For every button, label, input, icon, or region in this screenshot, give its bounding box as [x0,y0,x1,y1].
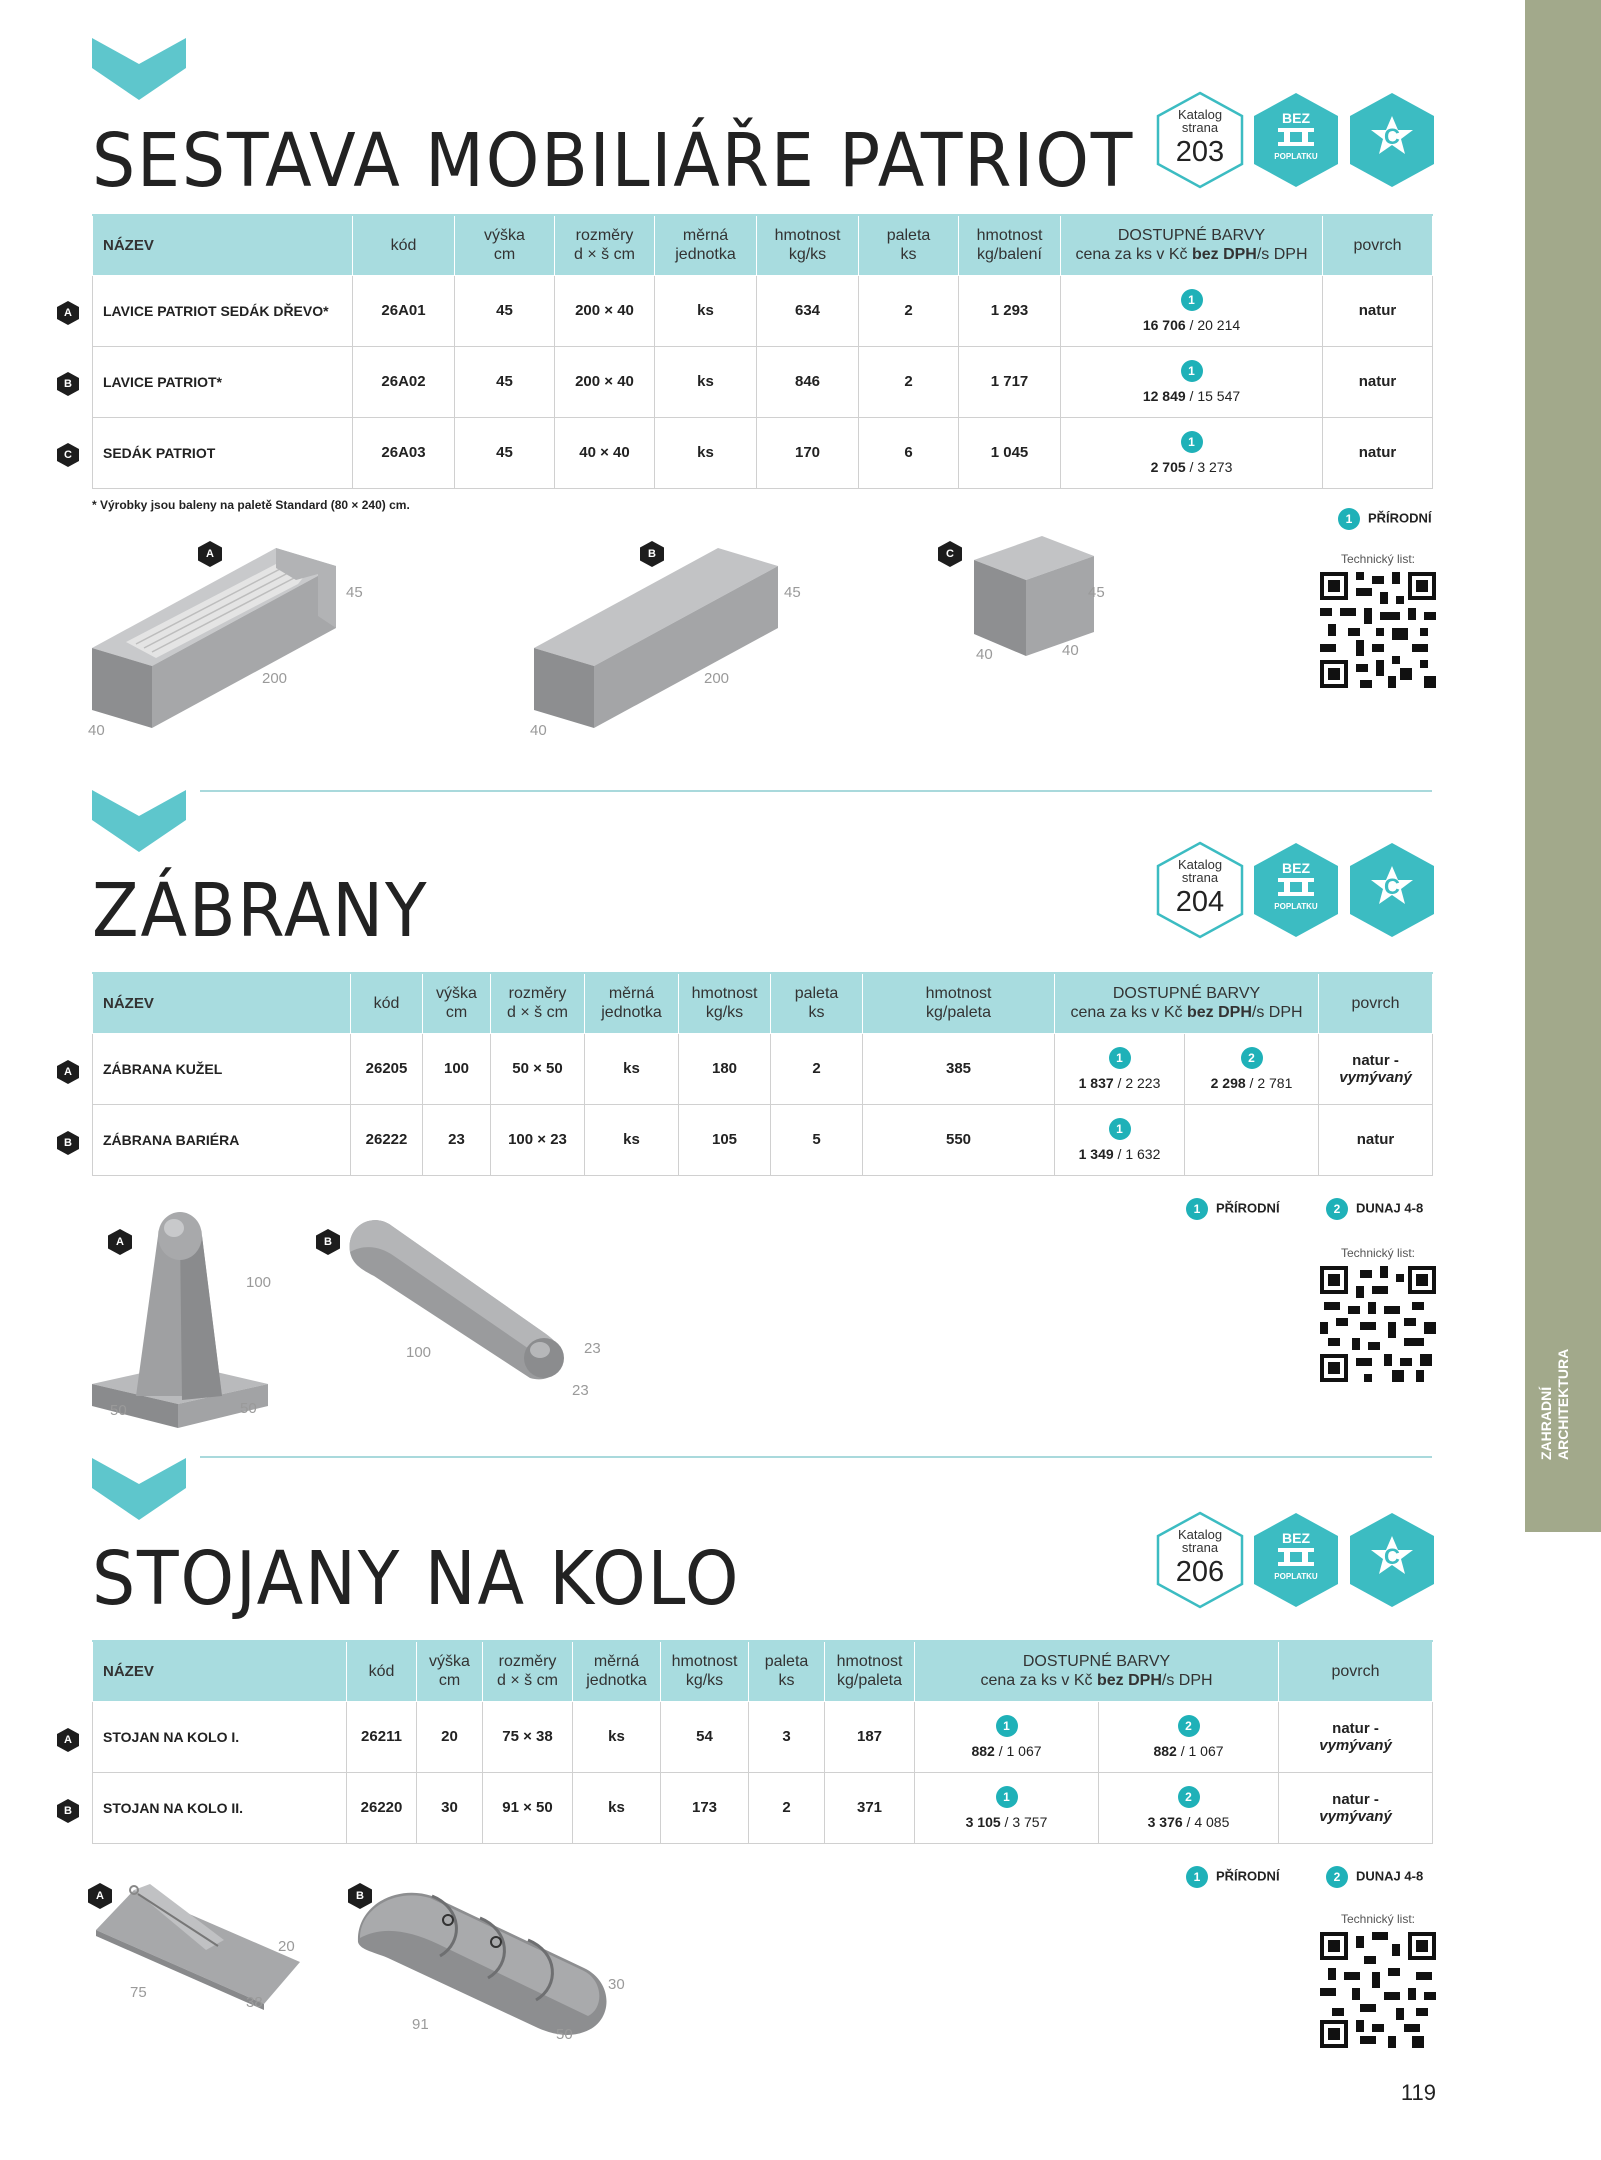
class-c-badge: C [1344,840,1440,940]
row-marker: A [55,1727,81,1753]
chevron-down-icon [92,1458,186,1520]
color-dot: 1 [996,1786,1018,1808]
tech-sheet-label: Technický list: [1340,1246,1416,1260]
bike-stand-2-image [352,1882,612,2042]
color-legend: 1 PŘÍRODNÍ [1338,508,1432,530]
qr-code-icon[interactable] [1320,572,1436,688]
section-divider [200,790,1432,792]
color-dot: 2 [1241,1047,1263,1069]
row-marker: A [55,300,81,326]
badge-group [1152,90,1442,190]
product-table-bike-stands [92,1640,1433,1844]
sidebar-tab [1525,0,1601,1532]
color-legend: 1 PŘÍRODNÍ [1186,1198,1280,1220]
table-header-row: NÁZEV kód výška cm rozměry d × š cm měrná jednotka hmotnost kg/ks paleta ks hmotnost kg/paleta DOSTUPNÉ BARVY cena za ks v Kč bez DPH/s DPH povrch [93,1641,1433,1701]
table-row: LAVICE PATRIOT* 26A02 45 200 × 40 ks 846 2 1 717 1 12 849 / 15 547 natur [93,346,1433,417]
product-table-patriot [92,214,1433,489]
product-marker: A [106,1228,134,1256]
color-legend: 1 PŘÍRODNÍ [1186,1866,1280,1888]
color-dot: 1 [996,1715,1018,1737]
row-marker: C [55,442,81,468]
class-c-badge: C [1344,1510,1440,1610]
table-row: ZÁBRANA BARIÉRA 26222 23 100 × 23 ks 105 5 550 1 1 349 / 1 632 natur [93,1104,1433,1175]
color-dot: 1 [1181,431,1203,453]
product-marker: B [638,540,666,568]
chevron-down-icon [92,790,186,852]
product-table-barriers [92,972,1433,1176]
product-marker: A [196,540,224,568]
page-number: 119 [1400,2080,1436,2105]
product-marker: B [314,1228,342,1256]
bench-wood-image [86,548,346,728]
catalog-page-badge: Katalog strana 204 [1152,840,1248,940]
row-marker: B [55,1798,81,1824]
sidebar-label: ZAHRADNÍ ARCHITEKTURA [1538,1348,1571,1460]
class-c-badge: C [1344,90,1440,190]
section-title: ZÁBRANY [92,868,429,954]
section-title: STOJANY NA KOLO [92,1536,741,1622]
bench-image [528,548,788,728]
table-row: SEDÁK PATRIOT 26A03 45 40 × 40 ks 170 6 1 045 1 2 705 / 3 273 natur [93,417,1433,488]
badge-group [1152,1510,1442,1610]
color-dot: 1 [1181,289,1203,311]
row-marker: A [55,1059,81,1085]
tech-sheet-label: Technický list: [1340,1912,1416,1926]
no-fee-badge: BEZ POPLATKU [1248,840,1344,940]
table-row: STOJAN NA KOLO II. 26220 30 91 × 50 ks 173 2 371 1 3 105 / 3 757 2 3 376 / 4 085 natur - vymývaný [93,1772,1433,1843]
color-dot: 2 [1178,1715,1200,1737]
color-dot: 1 [1109,1118,1131,1140]
qr-code-icon[interactable] [1320,1932,1436,2048]
table-row: ZÁBRANA KUŽEL 26205 100 50 × 50 ks 180 2 385 1 1 837 / 2 223 2 2 298 / 2 781 natur - vymývaný [93,1033,1433,1104]
product-marker: A [86,1882,114,1910]
table-row: STOJAN NA KOLO I. 26211 20 75 × 38 ks 54 3 187 1 882 / 1 067 2 882 / 1 067 natur - vymývaný [93,1701,1433,1772]
bike-stand-1-image [94,1880,304,2010]
color-dot: 1 [1109,1047,1131,1069]
section-title: SESTAVA MOBILIÁŘE PATRIOT [92,118,1135,204]
product-marker: B [346,1882,374,1910]
row-marker: B [55,1130,81,1156]
section-divider [200,1456,1432,1458]
badge-group [1152,840,1442,940]
color-legend: 2 DUNAJ 4-8 [1326,1198,1423,1220]
footnote: * Výrobky jsou baleny na paletě Standard (80 × 240) cm. [92,498,410,512]
catalog-page-badge: Katalog strana 203 [1152,90,1248,190]
seat-cube-image [972,534,1096,658]
color-dot: 1 [1181,360,1203,382]
table-header-row: NÁZEV kód výška cm rozměry d × š cm měrná jednotka hmotnost kg/ks paleta ks hmotnost kg/balení DOSTUPNÉ BARVY cena za ks v Kč bez DPH/s DPH povrch [93,215,1433,275]
table-header-row: NÁZEV kód výška cm rozměry d × š cm měrná jednotka hmotnost kg/ks paleta ks hmotnost kg/paleta DOSTUPNÉ BARVY cena za ks v Kč bez DPH/s DPH povrch [93,973,1433,1033]
product-marker: C [936,540,964,568]
row-marker: B [55,371,81,397]
color-legend: 2 DUNAJ 4-8 [1326,1866,1423,1888]
color-dot: 2 [1178,1786,1200,1808]
table-row: LAVICE PATRIOT SEDÁK DŘEVO* 26A01 45 200 × 40 ks 634 2 1 293 1 16 706 / 20 214 natur [93,275,1433,346]
no-fee-badge: BEZ POPLATKU [1248,90,1344,190]
chevron-down-icon [92,38,186,100]
bar-barrier-image [340,1210,570,1386]
tech-sheet-label: Technický list: [1340,552,1416,566]
catalog-page-badge: Katalog strana 206 [1152,1510,1248,1610]
no-fee-badge: BEZ POPLATKU [1248,1510,1344,1610]
qr-code-icon[interactable] [1320,1266,1436,1382]
